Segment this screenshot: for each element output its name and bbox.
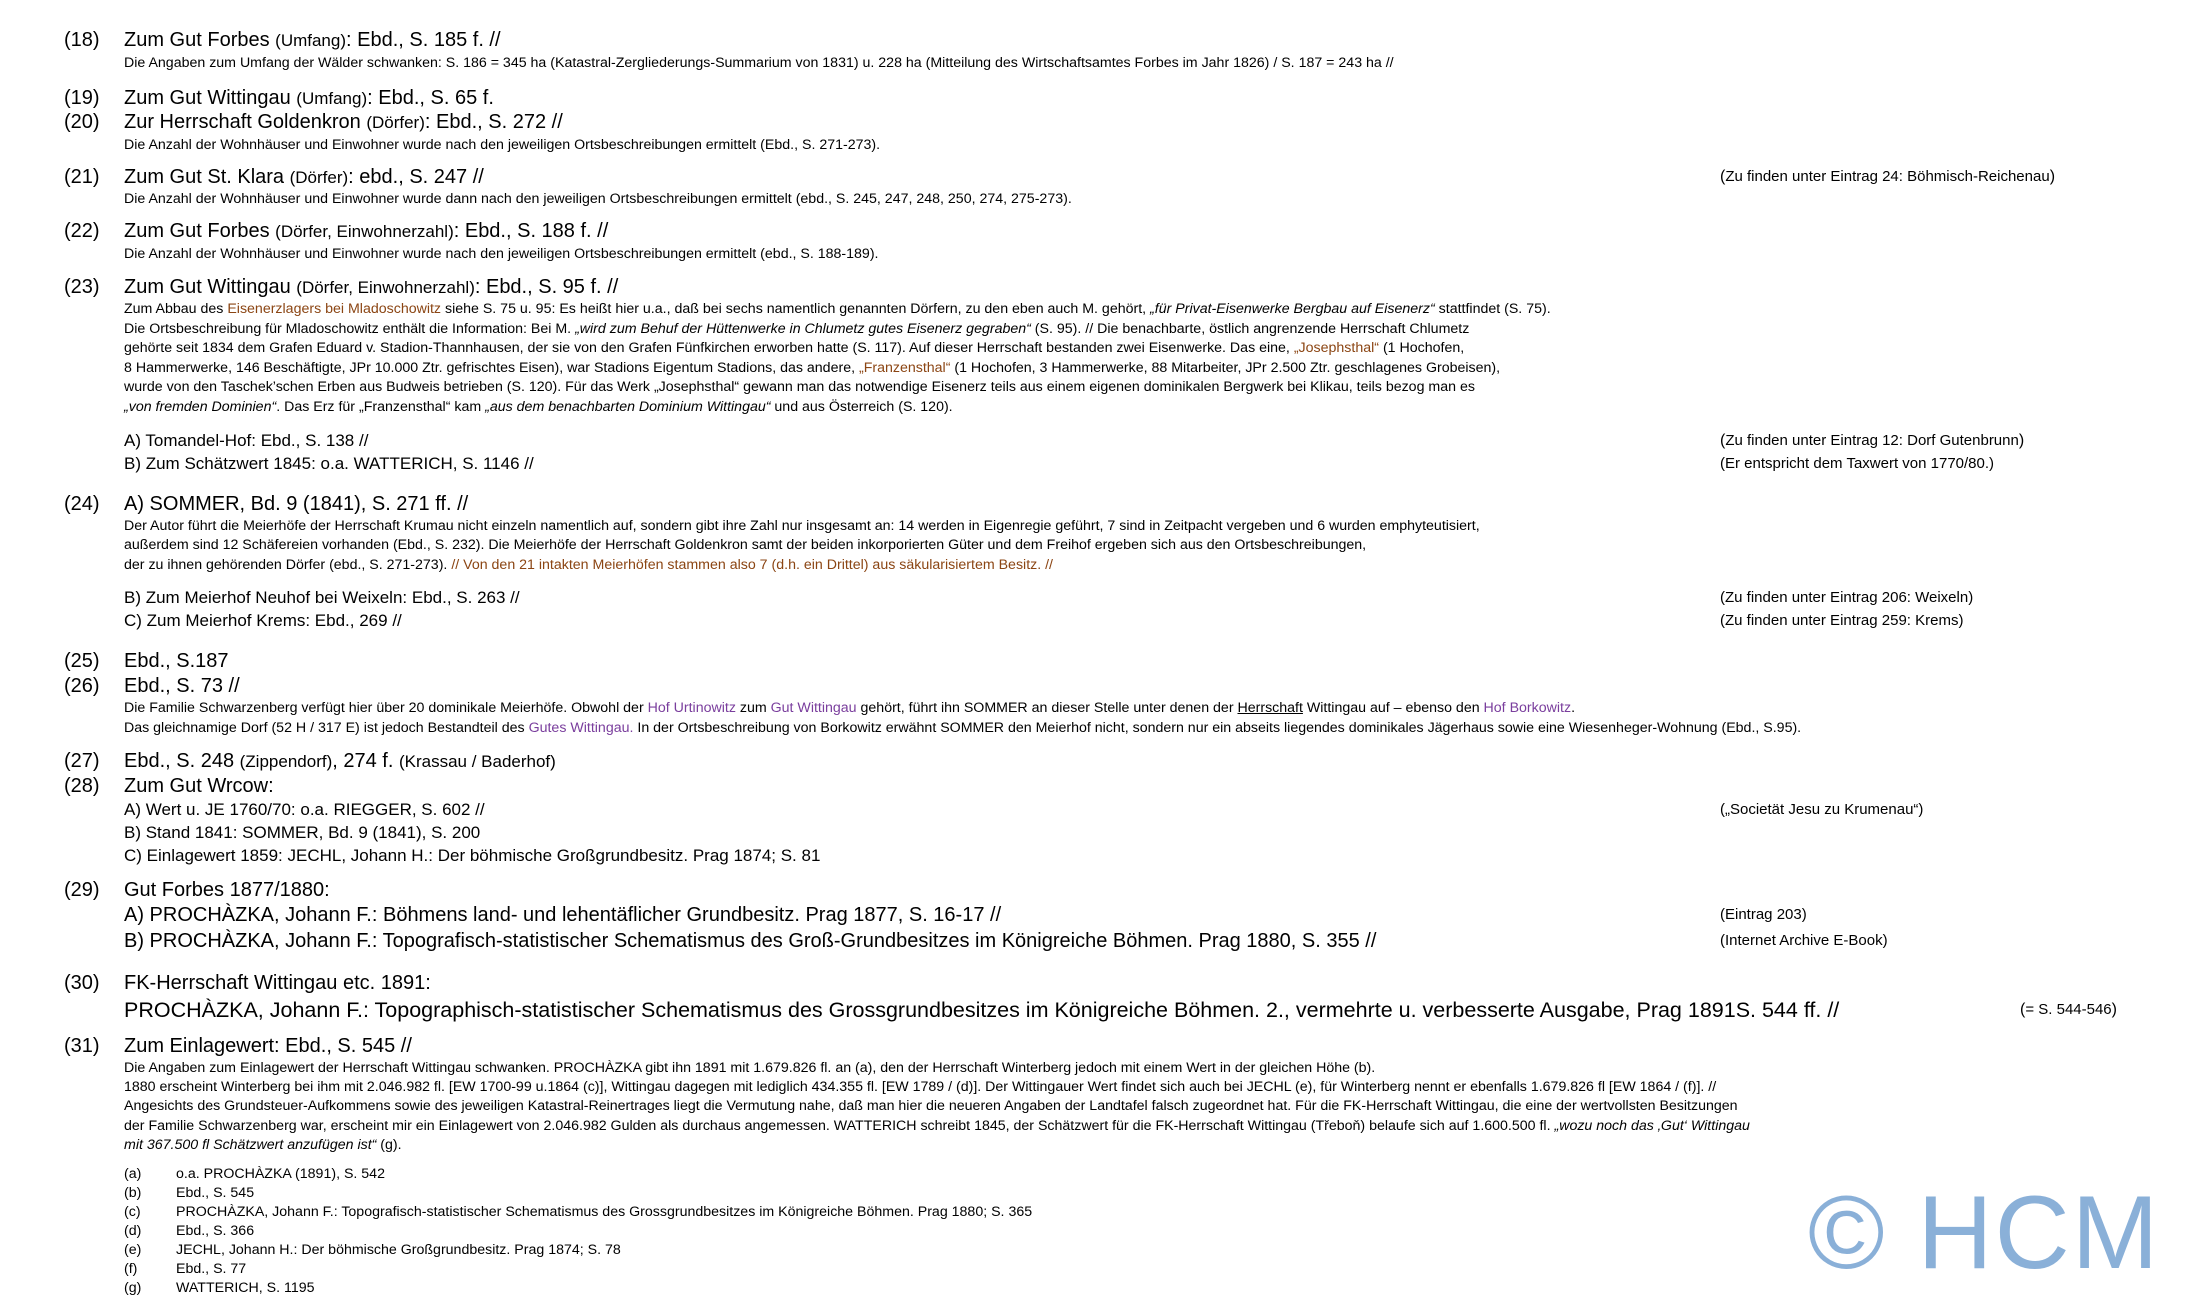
underlined-text: Herrschaft <box>1237 700 1303 716</box>
entry-number: (26) <box>64 675 100 697</box>
side-note <box>1720 904 1807 926</box>
heading-qualifier: (Krassau / Baderhof) <box>398 752 556 771</box>
entry-heading: Ebd., S.187 <box>124 650 229 672</box>
quote: „wozu noch das ‚Gut‘ Wittingau <box>1554 1118 1750 1134</box>
side-note-text: (Er entspricht dem Taxwert von 1770/80.) <box>1720 455 1995 472</box>
quote: „von fremden Dominien“ <box>124 399 277 415</box>
entry-number: (29) <box>64 879 100 901</box>
entry-number: (21) <box>64 166 100 188</box>
reference-line: PROCHÀZKA, Johann F.: Topographisch-statistischer Schematismus des Grossgrundbesitzes im Königreiche Böhmen. 2., vermehrte u. verbesserte Ausgabe, Prag 1891S. 544 ff. // <box>124 998 1840 1022</box>
entry-number: (27) <box>64 750 100 772</box>
paren: ) <box>2018 432 2025 449</box>
text: zum <box>735 700 771 716</box>
side-note <box>1720 587 1973 609</box>
footnote-label: (d) <box>124 1223 142 1239</box>
paren: ) <box>2049 168 2056 185</box>
entry-heading: Ebd., S. 73 // <box>124 675 240 697</box>
entry-number: (22) <box>64 220 100 242</box>
side-note <box>1720 453 1994 475</box>
heading-reference: : Ebd., S. 95 f. // <box>474 276 619 298</box>
entry-heading <box>124 85 494 112</box>
note-line: Der Autor führt die Meierhöfe der Herrschaft Krumau nicht einzeln namentlich auf, sondern gibt ihre Zahl nur insgesamt an: 14 werden in Eigenregie geführt, 7 sind in Zeitpacht vergeben und 6 wurden emphyteutisiert, <box>124 518 1480 534</box>
heading-qualifier: (Zippendorf) <box>239 752 333 771</box>
heading-qualifier: (Umfang) <box>275 31 347 50</box>
entry-heading <box>124 748 556 775</box>
side-note-text: Zu finden unter Eintrag 24: Böhmisch-Reichenau <box>1725 168 2050 185</box>
side-note <box>1720 430 2024 452</box>
footnote-text: PROCHÀZKA, Johann F.: Topografisch-statistischer Schematismus des Grossgrundbesitzes im Königreiche Böhmen. Prag 1880; S. 365 <box>176 1204 1033 1220</box>
side-note <box>1720 610 1963 632</box>
heading-text: Zum Gut Forbes <box>124 29 276 51</box>
footnote-label: (c) <box>124 1204 141 1220</box>
highlight-text: Gut Wittingau <box>770 700 857 716</box>
text: gehörte seit 1834 dem Grafen Eduard v. Stadion-Thannhausen, der sie von den Grafen Fünfkirchen erworben hatte (S. 117). Auf dieser Herrschaft bestanden zwei Eisenwerke. Das eine, <box>124 340 1294 356</box>
heading-reference: : Ebd., S. 185 f. // <box>346 29 501 51</box>
text: (1 Hochofen, <box>1379 340 1465 356</box>
entry-heading <box>124 27 501 54</box>
note-line <box>124 699 1575 719</box>
note-line <box>124 719 1801 739</box>
text: . <box>1571 700 1576 716</box>
entry-heading: A) SOMMER, Bd. 9 (1841), S. 271 ff. // <box>124 493 469 515</box>
highlight-text: „Franzensthal“ <box>858 360 951 376</box>
text: Wittingau auf – ebenso den <box>1302 700 1484 716</box>
note-line <box>124 359 1500 379</box>
footnote-text: WATTERICH, S. 1195 <box>176 1280 315 1296</box>
entry-heading: Gut Forbes 1877/1880: <box>124 879 330 901</box>
entry-heading: FK-Herrschaft Wittingau etc. 1891: <box>124 972 431 994</box>
paren: ( <box>1720 432 1726 449</box>
entry-number: (23) <box>64 276 100 298</box>
text: 8 Hammerwerke, 146 Beschäftigte, JPr 10.000 Ztr. gefrischtes Eisen), war Stadions Eigentum Stadions, das andere, <box>124 360 859 376</box>
heading-qualifier: (Dörfer) <box>289 168 349 187</box>
quote: „aus dem benachbarten Dominium Wittingau“ <box>485 399 771 415</box>
heading-text: Ebd., S. 248 <box>124 750 240 772</box>
footnote-label: (f) <box>124 1261 138 1277</box>
paren: ) <box>2111 1001 2117 1018</box>
highlight-text: „Josephsthal“ <box>1293 340 1379 356</box>
entry-number: (28) <box>64 775 100 797</box>
highlight-text: Hof Borkowitz <box>1483 700 1572 716</box>
sub-reference-a: A) Tomandel-Hof: Ebd., S. 138 // <box>124 431 369 450</box>
note-line: Die Anzahl der Wohnhäuser und Einwohner wurde dann nach den jeweiligen Ortsbeschreibungen ermittelt (ebd., S. 245, 247, 248, 250, 274, 275-273). <box>124 191 1072 207</box>
highlight-text: Eisenerzlagers bei Mladoschowitz <box>227 301 442 317</box>
note-line <box>124 339 1464 359</box>
paren: ( <box>1720 168 1726 185</box>
footnote-text: JECHL, Johann H.: Der böhmische Großgrundbesitz. Prag 1874; S. 78 <box>176 1242 621 1258</box>
text: stattfindet (S. 75). <box>1434 301 1551 317</box>
sub-reference-a: A) PROCHÀZKA, Johann F.: Böhmens land- und lehentäflicher Grundbesitz. Prag 1877, S. 16-17 // <box>124 904 1002 926</box>
text: (g). <box>376 1137 402 1153</box>
quote: „für Privat-Eisenwerke Bergbau auf Eisenerz“ <box>1150 301 1435 317</box>
highlight-text: // Von den 21 intakten Meierhöfen stammen also 7 (d.h. ein Drittel) aus säkularisiertem Besitz. // <box>451 557 1053 573</box>
note-line: Die Angaben zum Umfang der Wälder schwanken: S. 186 = 345 ha (Katastral-Zergliederungs-Summarium von 1831) u. 228 ha (Mitteilung des Wirtschaftsamtes Forbes im Jahr 1826) / S. 187 = 243 ha // <box>124 55 1394 71</box>
text: und aus Österreich (S. 120). <box>770 399 953 415</box>
text: der zu ihnen gehörenden Dörfer (ebd., S. 271-273). <box>124 557 452 573</box>
entry-number: (31) <box>64 1035 100 1057</box>
footnote-text: Ebd., S. 77 <box>176 1261 247 1277</box>
side-note-text: (Zu finden unter Eintrag 259: Krems) <box>1720 612 1964 629</box>
text: Die Ortsbeschreibung für Mladoschowitz enthält die Information: Bei M. <box>124 321 576 337</box>
heading-text: Zum Gut Forbes <box>124 220 276 242</box>
text: (1 Hochofen, 3 Hammerwerke, 88 Mitarbeiter, JPr 2.500 Ztr. geschlagenes Grobeisen), <box>950 360 1501 376</box>
note-line <box>124 556 1053 576</box>
note-line: Die Anzahl der Wohnhäuser und Einwohner wurde nach den jeweiligen Ortsbeschreibungen ermittelt (ebd., S. 188-189). <box>124 246 879 262</box>
heading-qualifier: (Dörfer) <box>366 113 425 132</box>
entry-heading: Zum Einlagewert: Ebd., S. 545 // <box>124 1035 412 1057</box>
side-note-text: (Internet Archive E-Book) <box>1720 932 1888 949</box>
sub-reference-b: B) Zum Schätzwert 1845: o.a. WATTERICH, S. 1146 // <box>124 454 534 473</box>
heading-text: Zum Gut Wittingau <box>124 87 297 109</box>
footnote-text: Ebd., S. 545 <box>176 1185 255 1201</box>
note-line: Angesichts des Grundsteuer-Aufkommens sowie des jeweiligen Katastral-Reinertrages liegt die Vermutung nahe, daß man hier die neueren Angaben der Landtafel falsch zugeordnet hat. Für die FK-Herrschaft Wittingau, die eine der wertvollsten Besitzungen <box>124 1098 1738 1114</box>
sub-reference-a: A) Wert u. JE 1760/70: o.a. RIEGGER, S. 602 // <box>124 800 485 819</box>
note-line: wurde von den Taschek’schen Erben aus Budweis betrieben (S. 120). Für das Werk „Josephsthal“ gewann man das notwendige Eisenerz teils aus einem eigenen dominikalen Bergwerk bei Klikau, teils bezog man es <box>124 379 1475 395</box>
heading-qualifier: (Dörfer, Einwohnerzahl) <box>275 222 454 241</box>
side-note-text: („Societät Jesu zu Krumenau“) <box>1720 801 1924 818</box>
heading-text: Zum Gut St. Klara <box>124 166 290 188</box>
note-line: Die Anzahl der Wohnhäuser und Einwohner wurde nach den jeweiligen Ortsbeschreibungen ermittelt (Ebd., S. 271-273). <box>124 137 881 153</box>
footnote-label: (g) <box>124 1280 142 1296</box>
footnote-text: o.a. PROCHÀZKA (1891), S. 542 <box>176 1166 385 1182</box>
entry-number: (25) <box>64 650 100 672</box>
sub-reference-b: B) PROCHÀZKA, Johann F.: Topografisch-statistischer Schematismus des Groß-Grundbesitzes im Königreiche Böhmen. Prag 1880, S. 355 // <box>124 930 1377 952</box>
side-note-text: (Zu finden unter Eintrag 206: Weixeln) <box>1720 589 1974 606</box>
note-line: Die Angaben zum Einlagewert der Herrschaft Wittingau schwanken. PROCHÀZKA gibt ihn 1891 mit 1.679.826 fl. an (a), den der Herrschaft Winterberg jedoch mit einem Wert in der gleichen Höhe (b). <box>124 1060 1376 1076</box>
heading-text: Zur Herrschaft Goldenkron <box>124 111 367 133</box>
note-line <box>124 398 953 418</box>
heading-reference: : Ebd., S. 272 // <box>424 111 563 133</box>
footnote-label: (a) <box>124 1166 142 1182</box>
entry-heading <box>124 274 618 301</box>
text: . Das Erz für „Franzensthal“ kam <box>276 399 486 415</box>
side-note-text: = S. 544-546 <box>2025 1001 2112 1018</box>
footnote-text: Ebd., S. 366 <box>176 1223 255 1239</box>
text: (S. 95). // Die benachbarte, östlich angrenzende Herrschaft Chlumetz <box>1030 321 1470 337</box>
text: gehört, führt ihn SOMMER an dieser Stelle unter denen der <box>856 700 1238 716</box>
side-note-text: (Eintrag 203) <box>1720 906 1807 923</box>
copyright-watermark: © HCM <box>1808 1175 2161 1291</box>
note-line: 1880 erscheint Winterberg bei ihm mit 2.046.982 fl. [EW 1700-99 u.1864 (c)], Wittingau dagegen mit lediglich 434.355 fl. [EW 1789 / (d)]. Der Wittingauer Wert findet sich auch bei JECHL (e), für Winterberg nennt er ebenfalls 1.679.826 fl [EW 1864 / (f)]. // <box>124 1079 1717 1095</box>
side-note <box>1720 799 1923 821</box>
note-line <box>124 1136 402 1156</box>
heading-reference: : Ebd., S. 65 f. <box>367 87 494 109</box>
side-note <box>1720 166 2055 188</box>
heading-text: Zum Gut Wittingau <box>124 276 297 298</box>
footnote-label: (b) <box>124 1185 142 1201</box>
entry-heading: Zum Gut Wrcow: <box>124 775 274 797</box>
note-line: außerdem sind 12 Schäfereien vorhanden (Ebd., S. 232). Die Meierhöfe der Herrschaft Goldenkron samt der beiden inkorporierten Güter und dem Freihof ergeben sich aus den Ortsbeschreibungen, <box>124 537 1367 553</box>
entry-number: (30) <box>64 972 100 994</box>
heading-text: , 274 f. <box>332 750 399 772</box>
footnote-label: (e) <box>124 1242 142 1258</box>
heading-reference: : Ebd., S. 188 f. // <box>453 220 609 242</box>
heading-qualifier: (Umfang) <box>296 89 368 108</box>
text: siehe S. 75 u. 95: Es heißt hier u.a., daß bei sechs namentlich genannten Dörfern, zu den eben auch M. gehört, <box>441 301 1151 317</box>
sub-reference-b: B) Zum Meierhof Neuhof bei Weixeln: Ebd., S. 263 // <box>124 588 520 607</box>
entry-heading <box>124 109 563 136</box>
side-note <box>1720 930 1888 952</box>
text: Das gleichnamige Dorf (52 H / 317 E) ist jedoch Bestandteil des <box>124 720 529 736</box>
entry-number: (18) <box>64 29 100 51</box>
paren: ( <box>2020 1001 2026 1018</box>
note-line <box>124 1117 1750 1137</box>
heading-qualifier: (Dörfer, Einwohnerzahl) <box>296 278 475 297</box>
side-note <box>2020 999 2117 1021</box>
entry-number: (20) <box>64 111 100 133</box>
entry-number: (24) <box>64 493 100 515</box>
entry-heading <box>124 218 608 245</box>
note-line <box>124 300 1551 320</box>
heading-reference: : ebd., S. 247 // <box>348 166 484 188</box>
entry-number: (19) <box>64 87 100 109</box>
text: In der Ortsbeschreibung von Borkowitz erwähnt SOMMER den Meierhof nicht, sondern nur ein abseits liegendes dominikales Jägerhaus sowie eine Wiesenheger-Wohnung (Ebd., S.95). <box>633 720 1802 736</box>
quote: mit 367.500 fl Schätzwert anzufügen ist“ <box>124 1137 377 1153</box>
entry-heading <box>124 164 484 191</box>
highlight-text: Gutes Wittingau. <box>528 720 634 736</box>
quote: „wird zum Behuf der Hüttenwerke in Chlumetz gutes Eisenerz gegraben“ <box>575 321 1031 337</box>
note-line <box>124 320 1469 340</box>
sub-reference-b: B) Stand 1841: SOMMER, Bd. 9 (1841), S. 200 <box>124 823 481 842</box>
highlight-text: Hof Urtinowitz <box>647 700 736 716</box>
sub-reference-c: C) Einlagewert 1859: JECHL, Johann H.: Der böhmische Großgrundbesitz. Prag 1874; S. 81 <box>124 846 821 865</box>
side-note-text: Zu finden unter Eintrag 12: Dorf Gutenbrunn <box>1725 432 2019 449</box>
text: der Familie Schwarzenberg war, erscheint mir ein Einlagewert von 2.046.982 Gulden als durchaus angemessen. WATTERICH schreibt 1845, der Schätzwert für die FK-Herrschaft Wittingau (Třeboň) belaufe sich auf 1.600.500 fl. <box>124 1118 1555 1134</box>
text: Die Familie Schwarzenberg verfügt hier über 20 dominikale Meierhöfe. Obwohl der <box>124 700 648 716</box>
text: Zum Abbau des <box>124 301 228 317</box>
sub-reference-c: C) Zum Meierhof Krems: Ebd., 269 // <box>124 611 402 630</box>
